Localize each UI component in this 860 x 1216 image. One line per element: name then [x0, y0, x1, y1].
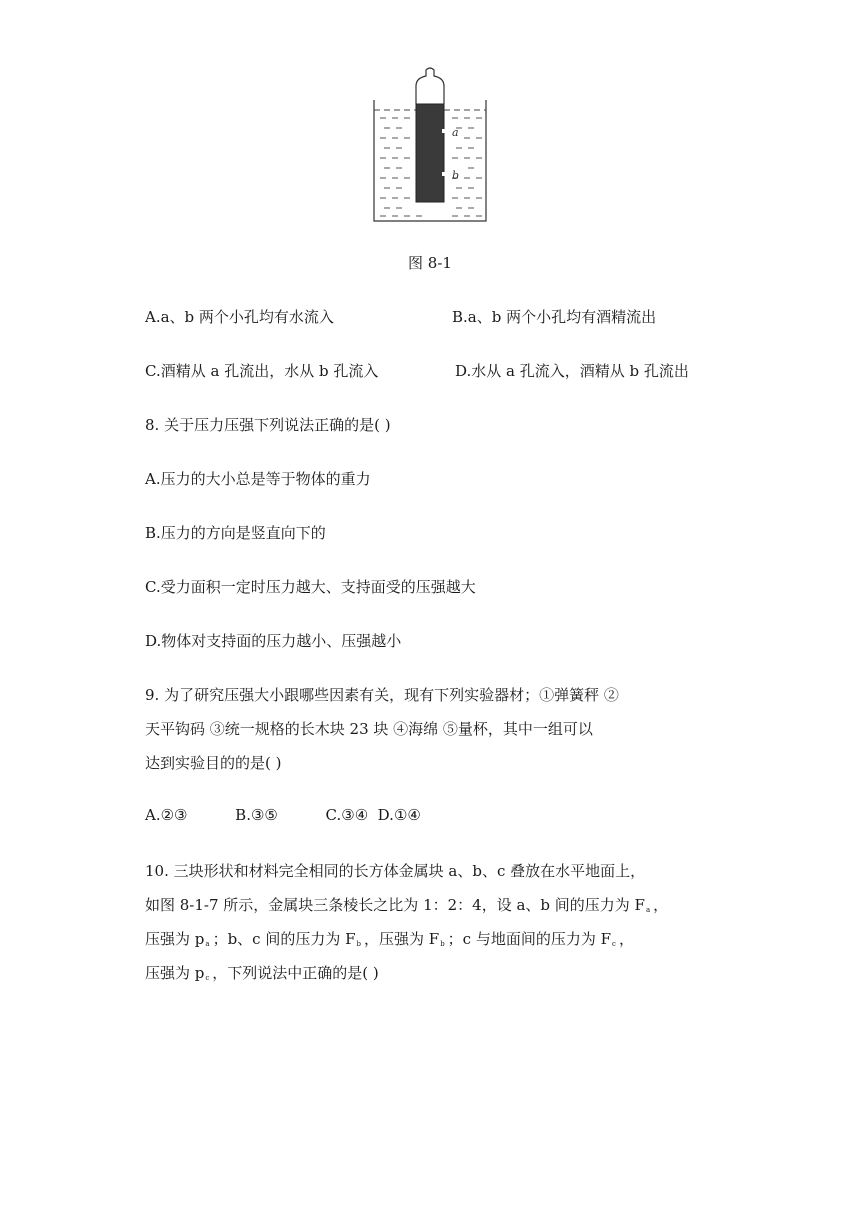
hole-b-label: b	[452, 169, 460, 182]
q9-options: A.②③ B.③⑤ C.③④ D.①④	[145, 806, 421, 824]
bottle-in-water-figure	[372, 66, 488, 222]
q10-line-4-part2: ，下列说法中正确的是( )	[212, 964, 379, 982]
q9-line-2: 天平钩码 ③统一规格的长木块 23 块 ④海绵 ⑤量杯，其中一组可以	[145, 720, 593, 738]
q8-option-b: B.压力的方向是竖直向下的	[145, 524, 326, 542]
q10-line-4	[145, 962, 379, 983]
q9-line-1: 9. 为了研究压强大小跟哪些因素有关，现有下列实验器材；①弹簧秤 ②	[145, 686, 619, 704]
q10-line-3-part3: ，压强为 F	[364, 930, 440, 948]
subscript-a: a	[205, 940, 210, 948]
q10-line-2-end: ，	[653, 896, 669, 914]
subscript-a: a	[645, 906, 651, 914]
figure-caption: 图 8-1	[408, 254, 452, 272]
q7-option-c: C.酒精从 a 孔流出，水从 b 孔流入	[145, 362, 379, 380]
hole-a-label: a	[452, 126, 459, 139]
q8-stem: 8. 关于压力压强下列说法正确的是( )	[145, 416, 391, 434]
subscript-c: c	[205, 974, 210, 982]
q8-option-d: D.物体对支持面的压力越小、压强越小	[145, 632, 402, 650]
q8-option-c: C.受力面积一定时压力越大、支持面受的压强越大	[145, 578, 476, 596]
q7-option-d: D.水从 a 孔流入，酒精从 b 孔流出	[455, 362, 689, 380]
q10-line-1: 10. 三块形状和材料完全相同的长方体金属块 a、b、c 叠放在水平地面上，	[145, 862, 646, 880]
q10-line-3-part2: ；b、c 间的压力为 F	[212, 930, 356, 948]
subscript-b: b	[440, 940, 445, 948]
q10-line-3-part5: ，	[618, 930, 634, 948]
subscript-b: b	[356, 940, 361, 948]
q8-option-a: A.压力的大小总是等于物体的重力	[145, 470, 371, 488]
q7-option-b: B.a、b 两个小孔均有酒精流出	[452, 308, 657, 326]
q10-line-2-text: 如图 8-1-7 所示，金属块三条棱长之比为 1：2：4，设 a、b 间的压力为 F	[145, 896, 645, 914]
q10-line-4-part1: 压强为 p	[145, 964, 205, 982]
q10-line-3-part4: ；c 与地面间的压力为 F	[447, 930, 612, 948]
q10-line-3	[145, 928, 634, 949]
q9-line-3: 达到实验目的的是( )	[145, 754, 282, 772]
q10-line-3-part1: 压强为 p	[145, 930, 205, 948]
q10-line-2	[145, 894, 668, 915]
subscript-c: c	[612, 940, 616, 948]
q7-option-a: A.a、b 两个小孔均有水流入	[145, 308, 334, 326]
